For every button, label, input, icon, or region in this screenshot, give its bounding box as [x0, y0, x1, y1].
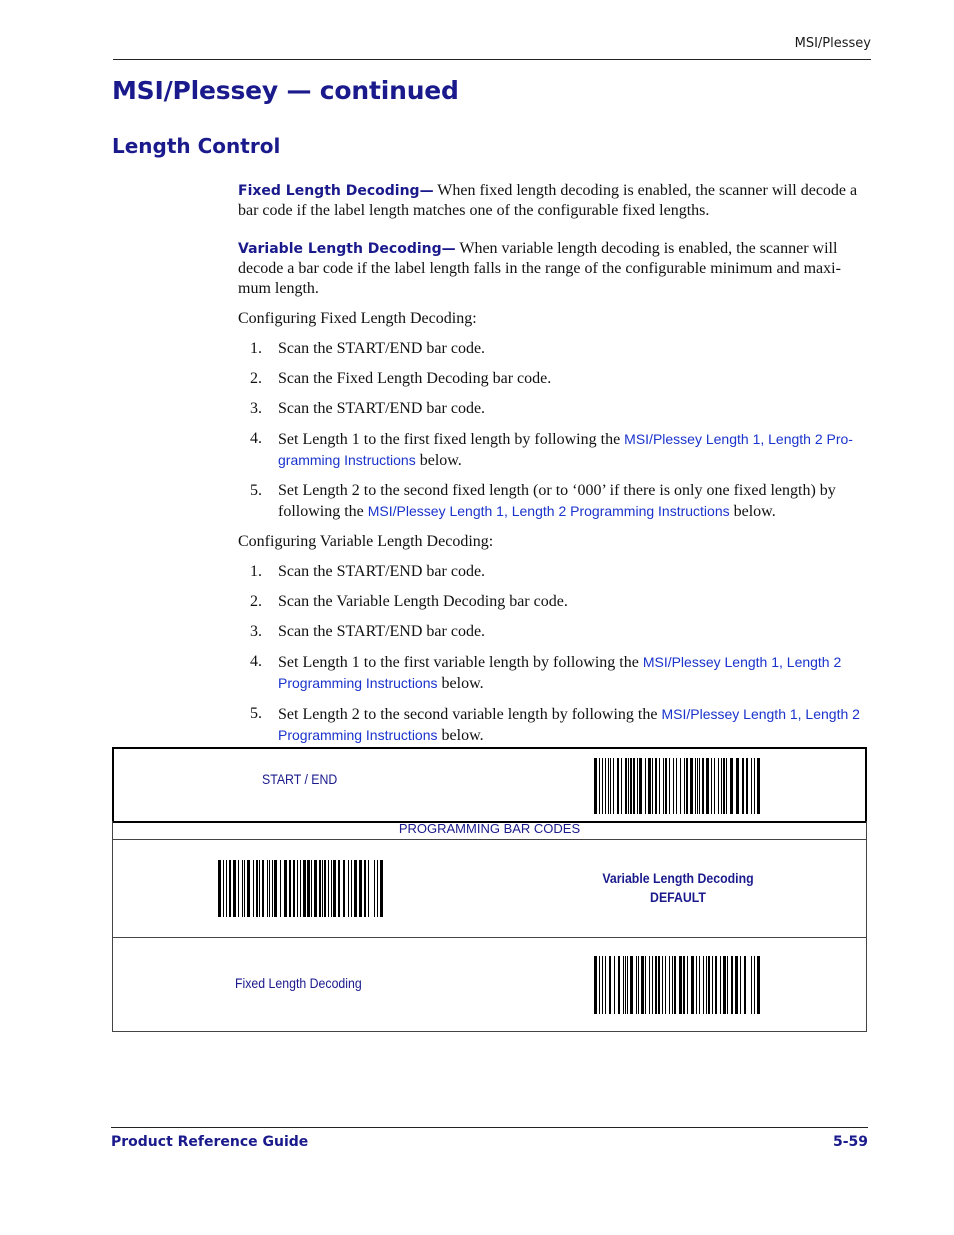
barcode-bar	[659, 758, 660, 814]
barcode-bar	[746, 758, 748, 814]
barcode-bar	[638, 956, 639, 1014]
barcode-bar	[242, 860, 243, 917]
barcode-bar	[247, 860, 250, 917]
barcode-bar	[269, 860, 270, 917]
barcode-bar	[715, 956, 717, 1014]
barcode-bar	[730, 758, 733, 814]
barcode-bar	[377, 860, 378, 917]
barcode-bar	[706, 758, 709, 814]
body-text	[238, 181, 868, 746]
list-item: 2. Scan the Fixed Length Decoding bar code.	[250, 370, 552, 387]
barcode-bar	[303, 860, 306, 917]
barcode-bar	[621, 758, 622, 814]
barcode-bar	[328, 860, 329, 917]
barcode-bar	[226, 860, 227, 917]
barcode-bar	[625, 758, 627, 814]
barcode-bar	[307, 860, 310, 917]
barcode-bar	[628, 758, 629, 814]
barcode-bar	[687, 956, 688, 1014]
barcode-bar	[322, 860, 323, 917]
barcode-bar	[744, 956, 746, 1014]
section-title: Length Control	[112, 134, 281, 158]
barcode-bar	[599, 956, 600, 1014]
barcode-bar	[665, 758, 667, 814]
barcode-bar	[223, 860, 224, 917]
list-item: 5. Set Length 2 to the second fixed length (or to ‘000’ if there is only one fixed length) by following the MSI/Plessey Length 1, Length 2 Programming Instructions below.	[250, 482, 836, 520]
barcode-bar	[757, 956, 760, 1014]
programming-bar-codes-strip: PROGRAMMING BAR CODES	[112, 821, 867, 840]
barcode-bar	[605, 758, 606, 814]
barcode-bar	[655, 956, 657, 1014]
barcode-bar	[672, 956, 673, 1014]
barcode-bar	[267, 860, 268, 917]
barcode-bar	[652, 758, 653, 814]
barcode-bar	[658, 956, 660, 1014]
barcode-bar	[718, 758, 719, 814]
variable-length-label: Variable Length Decoding DEFAULT	[590, 869, 766, 907]
barcode-bar	[343, 860, 345, 917]
barcode-bar	[627, 956, 628, 1014]
barcode-bar	[723, 956, 726, 1014]
barcode-bar	[262, 860, 264, 917]
barcode-bar	[233, 860, 236, 917]
barcode-bar	[680, 758, 681, 814]
barcode-bar	[655, 758, 657, 814]
barcode-bar	[623, 956, 624, 1014]
barcode-bar	[721, 758, 722, 814]
barcode-bar	[613, 758, 614, 814]
barcode-bar	[300, 860, 301, 917]
barcode-bar	[610, 758, 611, 814]
barcode-bar	[663, 758, 664, 814]
barcode-bar	[625, 956, 626, 1014]
barcode-bar	[614, 956, 615, 1014]
barcode-bar	[594, 758, 597, 814]
barcode-bar	[645, 758, 646, 814]
barcode-bar	[630, 956, 633, 1014]
barcode-bar	[618, 956, 620, 1014]
barcode-bar	[731, 956, 733, 1014]
programming-instructions-link[interactable]: MSI/Plessey Length 1, Length 2 Programming Instructions	[278, 706, 860, 743]
barcode-bar	[280, 860, 281, 917]
variable-length-barcode[interactable]	[218, 860, 383, 917]
barcode-bar	[602, 758, 603, 814]
barcode-bar	[706, 956, 707, 1014]
barcode-bar	[259, 860, 260, 917]
barcode-bar	[686, 758, 688, 814]
barcode-bar	[740, 956, 741, 1014]
barcode-bar	[272, 860, 273, 917]
barcode-bar	[720, 956, 721, 1014]
page-number: 5-59	[832, 1134, 868, 1150]
barcode-bar	[351, 860, 352, 917]
barcode-bar	[649, 956, 650, 1014]
barcode-bar	[331, 860, 332, 917]
list-item: 1. Scan the START/END bar code.	[250, 340, 486, 357]
variable-config-steps	[238, 562, 868, 746]
start-end-barcode[interactable]	[594, 758, 760, 814]
barcode-bar	[676, 758, 677, 814]
programming-instructions-link[interactable]: MSI/Plessey Length 1, Length 2 Programming Instructions	[367, 503, 730, 519]
variable-config-heading: Configuring Variable Length Decoding:	[238, 533, 494, 550]
barcode-bar	[708, 956, 710, 1014]
footer-guide-title: Product Reference Guide	[111, 1134, 309, 1150]
programming-instructions-link[interactable]: MSI/Plessey Length 1, Length 2 Programming Instructions	[278, 654, 842, 691]
barcode-bar	[695, 758, 696, 814]
barcode-bar	[662, 956, 663, 1014]
barcode-bar	[348, 860, 349, 917]
fixed-config-heading: Configuring Fixed Length Decoding:	[238, 310, 477, 327]
barcode-bar	[714, 758, 715, 814]
barcode-bar	[723, 758, 725, 814]
barcode-bar	[359, 860, 362, 917]
barcode-bar	[679, 956, 682, 1014]
running-head: MSI/Plessey	[794, 36, 871, 51]
barcode-bar	[311, 860, 312, 917]
list-item: 3. Scan the START/END bar code.	[250, 400, 486, 417]
barcode-bar	[274, 860, 277, 917]
page-title: MSI/Plessey — continued	[112, 76, 459, 105]
barcode-bar	[333, 860, 336, 917]
barcode-row-divider	[113, 937, 866, 938]
barcode-bar	[652, 956, 653, 1014]
barcode-bar	[602, 956, 603, 1014]
list-item: 1. Scan the START/END bar code.	[250, 563, 486, 580]
list-item: 5. Set Length 2 to the second variable length by following the MSI/Plessey Length 1, Length 2 Programming Instructions below.	[250, 705, 860, 744]
list-item: 4. Set Length 1 to the first fixed length by following the MSI/Plessey Length 1, Length 2 Pro-gramming Instructions below.	[250, 430, 853, 469]
barcode-bar	[293, 860, 295, 917]
barcode-bar	[297, 860, 298, 917]
header-rule	[113, 59, 871, 60]
barcode-bar	[289, 860, 291, 917]
barcode-bar	[256, 860, 258, 917]
barcode-bar	[742, 758, 744, 814]
variable-length-text: When variable length decoding is enabled, the scanner will decode a bar code if the label length falls in the range of the configurable minimum and maxi-mum length.	[238, 240, 841, 297]
barcode-bar	[691, 956, 694, 1014]
barcode-bar	[703, 956, 704, 1014]
barcode-bar	[354, 860, 357, 917]
barcode-bar	[757, 758, 760, 814]
barcode-bar	[238, 860, 239, 917]
fixed-length-label: Fixed Length Decoding	[235, 975, 362, 991]
barcode-bar	[697, 758, 698, 814]
barcode-bar	[673, 758, 674, 814]
barcode-bar	[665, 956, 666, 1014]
barcode-bar	[736, 758, 739, 814]
barcode-bar	[751, 758, 752, 814]
variable-length-runin: Variable Length Decoding—	[238, 241, 456, 257]
barcode-bar	[727, 956, 728, 1014]
barcode-bar	[735, 956, 738, 1014]
start-end-label: START / END	[262, 771, 338, 787]
list-item: 4. Set Length 1 to the first variable length by following the MSI/Plessey Length 1, Length 2 Programming Instructions below.	[250, 653, 842, 692]
barcode-bar	[669, 956, 670, 1014]
barcode-bar	[633, 758, 635, 814]
barcode-bar	[218, 860, 221, 917]
barcode-bar	[364, 860, 366, 917]
barcode-bar	[699, 956, 700, 1014]
barcode-bar	[319, 860, 321, 917]
barcode-bar	[690, 758, 693, 814]
barcode-bar	[645, 956, 646, 1014]
barcode-bar	[368, 860, 369, 917]
barcode-bar	[630, 758, 632, 814]
barcode-bar	[594, 956, 597, 1014]
barcode-bar	[338, 860, 340, 917]
barcode-bar	[699, 758, 700, 814]
barcode-bar	[702, 758, 704, 814]
fixed-length-runin: Fixed Length Decoding—	[238, 183, 434, 199]
barcode-bar	[599, 758, 600, 814]
fixed-length-barcode[interactable]	[594, 956, 760, 1014]
barcode-bar	[648, 758, 651, 814]
fixed-config-steps	[238, 339, 868, 522]
default-badge: DEFAULT	[650, 889, 706, 905]
list-item: 2. Scan the Variable Length Decoding bar code.	[250, 593, 568, 610]
barcode-bar	[711, 758, 712, 814]
barcode-bar	[380, 860, 383, 917]
barcode-bar	[617, 758, 619, 814]
barcode-bar	[229, 860, 231, 917]
barcode-bar	[639, 758, 642, 814]
barcode-bar	[605, 956, 606, 1014]
barcode-bar	[684, 758, 685, 814]
fixed-length-text: When fixed length decoding is enabled, the scanner will decode a bar code if the label length matches one of the configurable fixed lengths.	[238, 182, 858, 219]
barcode-bar	[637, 758, 638, 814]
fixed-length-paragraph	[238, 181, 868, 221]
barcode-bar	[683, 956, 685, 1014]
barcode-bar	[674, 956, 676, 1014]
barcode-bar	[244, 860, 245, 917]
barcode-bar	[314, 860, 317, 917]
barcode-bar	[374, 860, 375, 917]
barcode-bar	[284, 860, 287, 917]
barcode-bar	[669, 758, 670, 814]
barcode-bar	[696, 956, 697, 1014]
barcode-bar	[751, 956, 752, 1014]
barcode-bar	[609, 956, 611, 1014]
barcode-bar	[754, 758, 755, 814]
list-item: 3. Scan the START/END bar code.	[250, 623, 486, 640]
barcode-bar	[641, 956, 644, 1014]
barcode-bar	[253, 860, 254, 917]
barcode-bar	[608, 758, 609, 814]
barcode-bar	[754, 956, 755, 1014]
variable-length-paragraph	[238, 239, 868, 299]
programming-instructions-link[interactable]: MSI/Plessey Length 1, Length 2 Pro-gramming Instructions	[278, 431, 853, 468]
barcode-bar	[636, 956, 637, 1014]
barcode-bar	[712, 956, 713, 1014]
barcode-bar	[324, 860, 326, 917]
footer-rule	[111, 1127, 868, 1128]
barcode-bar	[726, 758, 727, 814]
